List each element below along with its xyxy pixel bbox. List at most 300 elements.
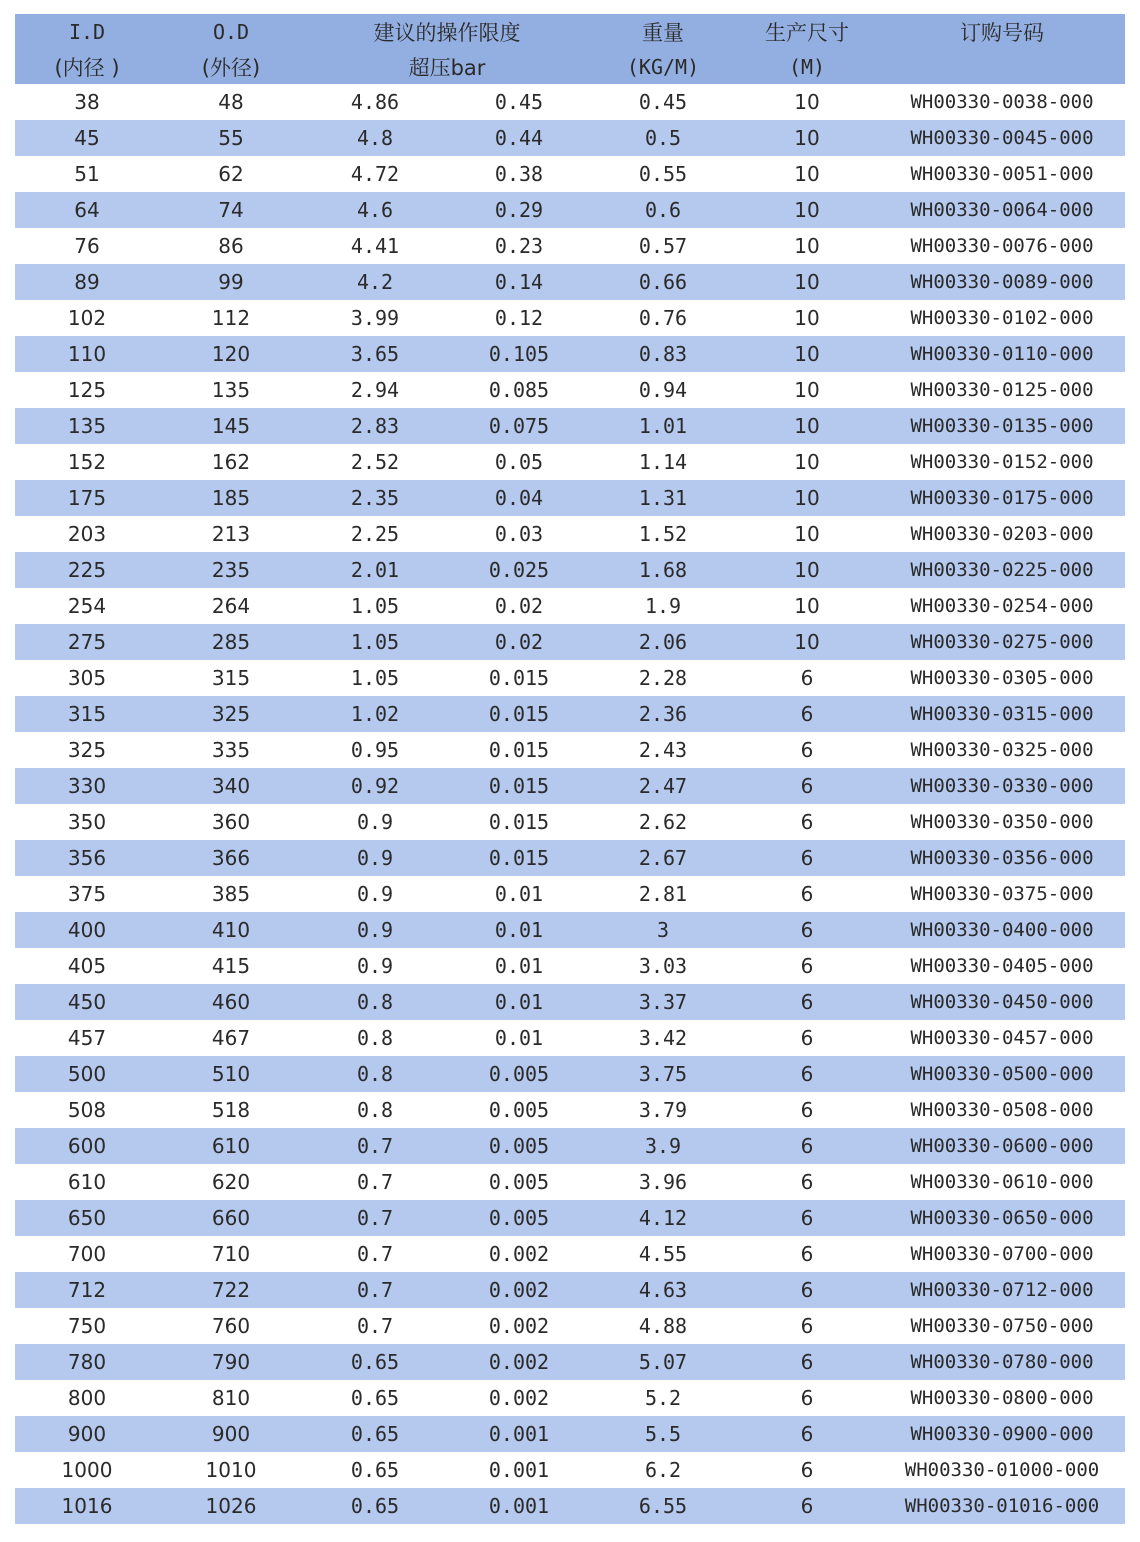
- cell-vacuum: 0.01: [494, 1026, 544, 1050]
- cell-length: 10: [794, 270, 820, 294]
- spec-table: [15, 14, 1125, 1524]
- cell-vacuum: 0.01: [494, 882, 544, 906]
- cell-id: 450: [67, 990, 107, 1014]
- cell-weight: 0.57: [638, 234, 688, 258]
- cell-weight: 4.88: [638, 1314, 688, 1338]
- cell-order-code: WH00330-0225-000: [910, 559, 1094, 581]
- cell-pressure: 4.41: [350, 234, 400, 258]
- table-row: [15, 1452, 1125, 1488]
- cell-order-code: WH00330-0203-000: [910, 523, 1094, 545]
- cell-weight: 0.55: [638, 162, 688, 186]
- cell-id: 900: [67, 1422, 107, 1446]
- cell-length: 6: [800, 1242, 814, 1266]
- cell-id: 315: [67, 702, 107, 726]
- cell-pressure: 3.99: [350, 306, 400, 330]
- cell-order-code: WH00330-01016-000: [904, 1495, 1100, 1517]
- cell-pressure: 0.8: [356, 1062, 394, 1086]
- header-code: 订购号码: [960, 20, 1044, 45]
- cell-id: 375: [67, 882, 107, 906]
- cell-order-code: WH00330-0089-000: [910, 271, 1094, 293]
- cell-od: 760: [211, 1314, 251, 1338]
- cell-id: 800: [67, 1386, 107, 1410]
- cell-weight: 0.94: [638, 378, 688, 402]
- cell-weight: 1.31: [638, 486, 688, 510]
- cell-pressure: 0.65: [350, 1350, 400, 1374]
- cell-vacuum: 0.002: [488, 1386, 550, 1410]
- cell-pressure: 2.25: [350, 522, 400, 546]
- table-header: [15, 14, 1125, 84]
- cell-weight: 1.01: [638, 414, 688, 438]
- cell-vacuum: 0.02: [494, 630, 544, 654]
- cell-od: 900: [211, 1422, 251, 1446]
- cell-order-code: WH00330-0315-000: [910, 703, 1094, 725]
- cell-id: 780: [67, 1350, 107, 1374]
- table-row: [15, 588, 1125, 624]
- cell-length: 10: [794, 234, 820, 258]
- cell-length: 6: [800, 1278, 814, 1302]
- cell-vacuum: 0.14: [494, 270, 544, 294]
- cell-length: 6: [800, 1206, 814, 1230]
- cell-length: 6: [800, 1062, 814, 1086]
- cell-pressure: 0.92: [350, 774, 400, 798]
- cell-id: 712: [67, 1278, 107, 1302]
- cell-weight: 3.75: [638, 1062, 688, 1086]
- cell-id: 152: [67, 450, 107, 474]
- cell-weight: 4.63: [638, 1278, 688, 1302]
- cell-od: 48: [218, 90, 244, 114]
- cell-weight: 6.55: [638, 1494, 688, 1518]
- cell-od: 145: [211, 414, 251, 438]
- cell-vacuum: 0.015: [488, 666, 550, 690]
- cell-id: 275: [67, 630, 107, 654]
- header-length: 生产尺寸: [765, 20, 849, 45]
- cell-id: 135: [67, 414, 107, 438]
- cell-od: 55: [218, 126, 244, 150]
- cell-weight: 3.42: [638, 1026, 688, 1050]
- cell-weight: 1.14: [638, 450, 688, 474]
- cell-od: 810: [211, 1386, 251, 1410]
- cell-od: 99: [218, 270, 244, 294]
- cell-pressure: 1.05: [350, 594, 400, 618]
- cell-pressure: 3.65: [350, 342, 400, 366]
- cell-order-code: WH00330-0275-000: [910, 631, 1094, 653]
- cell-length: 10: [794, 378, 820, 402]
- cell-weight: 1.52: [638, 522, 688, 546]
- table-row: [15, 984, 1125, 1020]
- table-row: [15, 1344, 1125, 1380]
- cell-od: 162: [211, 450, 251, 474]
- cell-order-code: WH00330-01000-000: [904, 1459, 1100, 1481]
- cell-pressure: 0.9: [356, 882, 394, 906]
- cell-vacuum: 0.005: [488, 1206, 550, 1230]
- table-row: [15, 444, 1125, 480]
- table-row: [15, 660, 1125, 696]
- cell-id: 102: [67, 306, 107, 330]
- cell-id: 700: [67, 1242, 107, 1266]
- cell-vacuum: 0.075: [488, 414, 550, 438]
- cell-vacuum: 0.015: [488, 810, 550, 834]
- cell-od: 340: [211, 774, 251, 798]
- cell-order-code: WH00330-0125-000: [910, 379, 1094, 401]
- cell-pressure: 0.8: [356, 990, 394, 1014]
- cell-pressure: 0.7: [356, 1314, 394, 1338]
- header-od: O.D: [212, 19, 250, 44]
- cell-vacuum: 0.12: [494, 306, 544, 330]
- cell-pressure: 2.01: [350, 558, 400, 582]
- cell-length: 10: [794, 414, 820, 438]
- cell-length: 6: [800, 810, 814, 834]
- cell-od: 518: [211, 1098, 251, 1122]
- cell-pressure: 0.9: [356, 846, 394, 870]
- cell-id: 1000: [61, 1458, 113, 1482]
- table-row: [15, 84, 1125, 120]
- cell-od: 120: [211, 342, 251, 366]
- cell-od: 325: [211, 702, 251, 726]
- table-row: [15, 696, 1125, 732]
- table-row: [15, 480, 1125, 516]
- cell-vacuum: 0.01: [494, 990, 544, 1014]
- cell-id: 508: [67, 1098, 107, 1122]
- cell-weight: 6.2: [644, 1458, 682, 1482]
- cell-vacuum: 0.38: [494, 162, 544, 186]
- table-row: [15, 1128, 1125, 1164]
- cell-length: 10: [794, 486, 820, 510]
- cell-od: 1026: [205, 1494, 257, 1518]
- header-id-sub: (内径 ): [54, 55, 120, 80]
- cell-length: 6: [800, 1350, 814, 1374]
- cell-pressure: 4.6: [356, 198, 394, 222]
- cell-id: 64: [74, 198, 100, 222]
- cell-vacuum: 0.002: [488, 1350, 550, 1374]
- cell-id: 203: [67, 522, 107, 546]
- table-row: [15, 1092, 1125, 1128]
- cell-id: 1016: [61, 1494, 113, 1518]
- cell-vacuum: 0.05: [494, 450, 544, 474]
- cell-length: 6: [800, 1314, 814, 1338]
- cell-length: 6: [800, 702, 814, 726]
- cell-vacuum: 0.29: [494, 198, 544, 222]
- cell-order-code: WH00330-0450-000: [910, 991, 1094, 1013]
- table-row: [15, 840, 1125, 876]
- cell-id: 51: [74, 162, 100, 186]
- cell-length: 10: [794, 450, 820, 474]
- table-row: [15, 408, 1125, 444]
- cell-order-code: WH00330-0800-000: [910, 1387, 1094, 1409]
- cell-order-code: WH00330-0038-000: [910, 91, 1094, 113]
- cell-id: 405: [67, 954, 107, 978]
- cell-od: 460: [211, 990, 251, 1014]
- cell-od: 335: [211, 738, 251, 762]
- cell-vacuum: 0.005: [488, 1134, 550, 1158]
- cell-id: 650: [67, 1206, 107, 1230]
- table-row: [15, 1056, 1125, 1092]
- table-row: [15, 120, 1125, 156]
- cell-vacuum: 0.005: [488, 1098, 550, 1122]
- cell-weight: 2.06: [638, 630, 688, 654]
- cell-id: 254: [67, 594, 107, 618]
- cell-od: 610: [211, 1134, 251, 1158]
- cell-weight: 2.43: [638, 738, 688, 762]
- cell-length: 10: [794, 630, 820, 654]
- cell-od: 366: [211, 846, 251, 870]
- cell-vacuum: 0.002: [488, 1278, 550, 1302]
- cell-weight: 2.36: [638, 702, 688, 726]
- cell-weight: 2.28: [638, 666, 688, 690]
- header-od-sub: (外径): [201, 55, 261, 80]
- cell-weight: 2.81: [638, 882, 688, 906]
- header-row-1: [15, 14, 1125, 49]
- cell-weight: 0.83: [638, 342, 688, 366]
- header-limit-sub: 超压bar: [408, 55, 486, 80]
- cell-order-code: WH00330-0064-000: [910, 199, 1094, 221]
- cell-order-code: WH00330-0045-000: [910, 127, 1094, 149]
- cell-id: 110: [67, 342, 107, 366]
- cell-od: 360: [211, 810, 251, 834]
- cell-vacuum: 0.005: [488, 1062, 550, 1086]
- cell-length: 10: [794, 126, 820, 150]
- cell-order-code: WH00330-0405-000: [910, 955, 1094, 977]
- cell-od: 135: [211, 378, 251, 402]
- cell-vacuum: 0.45: [494, 90, 544, 114]
- cell-weight: 3: [656, 918, 670, 942]
- cell-order-code: WH00330-0330-000: [910, 775, 1094, 797]
- header-length-sub: (M): [788, 54, 826, 79]
- cell-id: 125: [67, 378, 107, 402]
- cell-length: 10: [794, 522, 820, 546]
- cell-order-code: WH00330-0254-000: [910, 595, 1094, 617]
- cell-od: 620: [211, 1170, 251, 1194]
- cell-od: 315: [211, 666, 251, 690]
- cell-weight: 0.45: [638, 90, 688, 114]
- cell-length: 6: [800, 1170, 814, 1194]
- cell-pressure: 0.65: [350, 1494, 400, 1518]
- cell-length: 6: [800, 1494, 814, 1518]
- cell-od: 86: [218, 234, 244, 258]
- cell-weight: 5.5: [644, 1422, 682, 1446]
- cell-length: 6: [800, 1422, 814, 1446]
- cell-vacuum: 0.001: [488, 1494, 550, 1518]
- cell-vacuum: 0.002: [488, 1314, 550, 1338]
- cell-order-code: WH00330-0780-000: [910, 1351, 1094, 1373]
- cell-length: 6: [800, 1098, 814, 1122]
- cell-weight: 0.6: [644, 198, 682, 222]
- cell-length: 6: [800, 666, 814, 690]
- cell-od: 710: [211, 1242, 251, 1266]
- cell-length: 10: [794, 594, 820, 618]
- table-row: [15, 624, 1125, 660]
- cell-weight: 2.47: [638, 774, 688, 798]
- spec-table-container: [15, 14, 1125, 1524]
- cell-id: 356: [67, 846, 107, 870]
- cell-vacuum: 0.04: [494, 486, 544, 510]
- cell-id: 38: [74, 90, 100, 114]
- cell-order-code: WH00330-0700-000: [910, 1243, 1094, 1265]
- cell-vacuum: 0.23: [494, 234, 544, 258]
- cell-vacuum: 0.44: [494, 126, 544, 150]
- cell-order-code: WH00330-0076-000: [910, 235, 1094, 257]
- cell-pressure: 4.8: [356, 126, 394, 150]
- cell-id: 500: [67, 1062, 107, 1086]
- cell-pressure: 0.65: [350, 1458, 400, 1482]
- cell-id: 457: [67, 1026, 107, 1050]
- table-row: [15, 876, 1125, 912]
- cell-length: 10: [794, 90, 820, 114]
- cell-order-code: WH00330-0051-000: [910, 163, 1094, 185]
- header-weight: 重量: [642, 20, 684, 45]
- cell-order-code: WH00330-0900-000: [910, 1423, 1094, 1445]
- table-row: [15, 228, 1125, 264]
- cell-id: 350: [67, 810, 107, 834]
- header-id: I.D: [68, 19, 106, 44]
- cell-length: 10: [794, 558, 820, 582]
- cell-order-code: WH00330-0110-000: [910, 343, 1094, 365]
- cell-vacuum: 0.005: [488, 1170, 550, 1194]
- cell-pressure: 2.52: [350, 450, 400, 474]
- cell-weight: 5.07: [638, 1350, 688, 1374]
- cell-length: 10: [794, 198, 820, 222]
- cell-length: 6: [800, 738, 814, 762]
- header-limit: 建议的操作限度: [373, 20, 521, 45]
- cell-length: 6: [800, 918, 814, 942]
- cell-vacuum: 0.03: [494, 522, 544, 546]
- cell-id: 89: [74, 270, 100, 294]
- cell-od: 660: [211, 1206, 251, 1230]
- cell-vacuum: 0.01: [494, 918, 544, 942]
- cell-od: 213: [211, 522, 251, 546]
- cell-pressure: 2.83: [350, 414, 400, 438]
- cell-length: 6: [800, 882, 814, 906]
- cell-weight: 3.79: [638, 1098, 688, 1122]
- table-row: [15, 912, 1125, 948]
- cell-id: 400: [67, 918, 107, 942]
- cell-order-code: WH00330-0600-000: [910, 1135, 1094, 1157]
- table-row: [15, 1200, 1125, 1236]
- table-row: [15, 768, 1125, 804]
- cell-pressure: 0.9: [356, 954, 394, 978]
- cell-id: 610: [67, 1170, 107, 1194]
- cell-vacuum: 0.015: [488, 738, 550, 762]
- cell-id: 175: [67, 486, 107, 510]
- cell-weight: 4.55: [638, 1242, 688, 1266]
- cell-order-code: WH00330-0500-000: [910, 1063, 1094, 1085]
- cell-length: 6: [800, 1134, 814, 1158]
- cell-pressure: 0.7: [356, 1278, 394, 1302]
- cell-order-code: WH00330-0457-000: [910, 1027, 1094, 1049]
- table-row: [15, 804, 1125, 840]
- cell-weight: 0.5: [644, 126, 682, 150]
- cell-weight: 2.62: [638, 810, 688, 834]
- cell-od: 722: [211, 1278, 251, 1302]
- cell-od: 790: [211, 1350, 251, 1374]
- cell-vacuum: 0.001: [488, 1422, 550, 1446]
- cell-od: 410: [211, 918, 251, 942]
- cell-order-code: WH00330-0350-000: [910, 811, 1094, 833]
- cell-pressure: 4.86: [350, 90, 400, 114]
- cell-order-code: WH00330-0135-000: [910, 415, 1094, 437]
- cell-order-code: WH00330-0375-000: [910, 883, 1094, 905]
- table-row: [15, 336, 1125, 372]
- cell-id: 600: [67, 1134, 107, 1158]
- cell-od: 1010: [205, 1458, 257, 1482]
- cell-pressure: 4.72: [350, 162, 400, 186]
- cell-order-code: WH00330-0610-000: [910, 1171, 1094, 1193]
- cell-od: 467: [211, 1026, 251, 1050]
- header-code-sub: [879, 49, 1125, 84]
- cell-pressure: 0.8: [356, 1026, 394, 1050]
- table-row: [15, 156, 1125, 192]
- table-row: [15, 1308, 1125, 1344]
- table-row: [15, 516, 1125, 552]
- cell-order-code: WH00330-0305-000: [910, 667, 1094, 689]
- table-row: [15, 264, 1125, 300]
- cell-vacuum: 0.02: [494, 594, 544, 618]
- cell-length: 10: [794, 162, 820, 186]
- cell-od: 235: [211, 558, 251, 582]
- cell-weight: 4.12: [638, 1206, 688, 1230]
- cell-vacuum: 0.015: [488, 702, 550, 726]
- table-row: [15, 1164, 1125, 1200]
- cell-order-code: WH00330-0750-000: [910, 1315, 1094, 1337]
- cell-pressure: 4.2: [356, 270, 394, 294]
- cell-length: 6: [800, 846, 814, 870]
- cell-weight: 3.9: [644, 1134, 682, 1158]
- cell-length: 6: [800, 990, 814, 1014]
- header-weight-sub: (KG/M): [626, 54, 700, 79]
- cell-pressure: 2.35: [350, 486, 400, 510]
- table-row: [15, 1020, 1125, 1056]
- cell-id: 330: [67, 774, 107, 798]
- cell-weight: 1.9: [644, 594, 682, 618]
- cell-od: 74: [218, 198, 244, 222]
- cell-vacuum: 0.105: [488, 342, 550, 366]
- table-row: [15, 1416, 1125, 1452]
- cell-od: 415: [211, 954, 251, 978]
- cell-pressure: 0.7: [356, 1170, 394, 1194]
- cell-weight: 2.67: [638, 846, 688, 870]
- cell-weight: 0.76: [638, 306, 688, 330]
- cell-length: 6: [800, 954, 814, 978]
- cell-od: 510: [211, 1062, 251, 1086]
- cell-od: 185: [211, 486, 251, 510]
- cell-pressure: 1.05: [350, 630, 400, 654]
- cell-od: 285: [211, 630, 251, 654]
- table-row: [15, 1272, 1125, 1308]
- cell-od: 112: [211, 306, 251, 330]
- table-row: [15, 192, 1125, 228]
- cell-vacuum: 0.001: [488, 1458, 550, 1482]
- table-body: [15, 84, 1125, 1524]
- cell-weight: 3.96: [638, 1170, 688, 1194]
- table-row: [15, 1488, 1125, 1524]
- cell-weight: 5.2: [644, 1386, 682, 1410]
- cell-vacuum: 0.002: [488, 1242, 550, 1266]
- cell-id: 305: [67, 666, 107, 690]
- cell-vacuum: 0.015: [488, 774, 550, 798]
- cell-length: 6: [800, 1458, 814, 1482]
- cell-od: 264: [211, 594, 251, 618]
- cell-order-code: WH00330-0508-000: [910, 1099, 1094, 1121]
- cell-length: 6: [800, 1026, 814, 1050]
- cell-length: 6: [800, 1386, 814, 1410]
- cell-order-code: WH00330-0102-000: [910, 307, 1094, 329]
- cell-vacuum: 0.085: [488, 378, 550, 402]
- cell-length: 10: [794, 306, 820, 330]
- cell-weight: 3.37: [638, 990, 688, 1014]
- cell-weight: 0.66: [638, 270, 688, 294]
- cell-pressure: 0.9: [356, 918, 394, 942]
- cell-pressure: 0.65: [350, 1422, 400, 1446]
- table-row: [15, 1380, 1125, 1416]
